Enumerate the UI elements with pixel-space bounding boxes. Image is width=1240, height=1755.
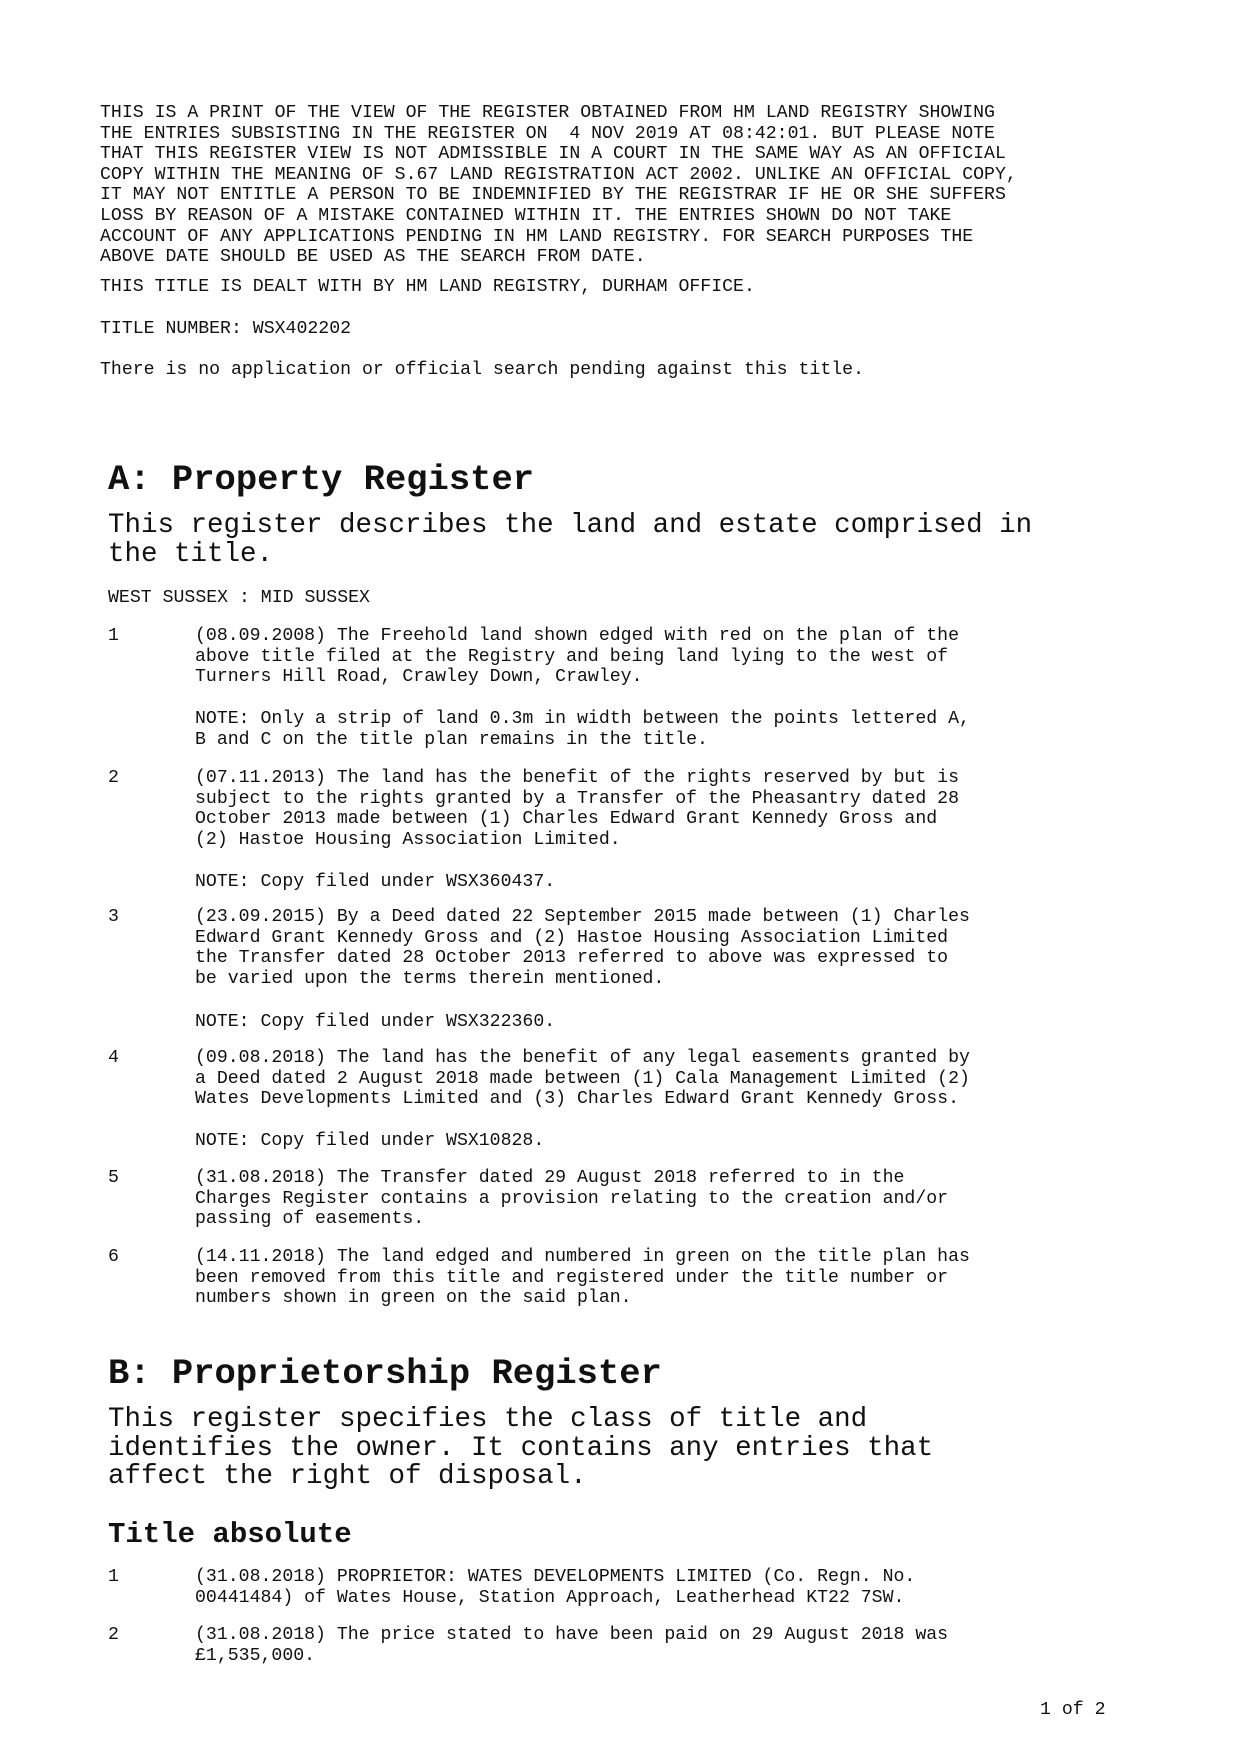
entry-number: 1	[108, 626, 119, 646]
property-register-heading: A: Property Register	[108, 459, 535, 500]
proprietorship-register-description: This register specifies the class of title and identifies the owner. It contains any entries that affect the right of disposal.	[108, 1404, 934, 1492]
entry-number: 2	[108, 1625, 119, 1645]
dealing-office: THIS TITLE IS DEALT WITH BY HM LAND REGISTRY, DURHAM OFFICE.	[100, 277, 755, 297]
district-label: WEST SUSSEX : MID SUSSEX	[108, 588, 370, 608]
entry-text: (14.11.2018) The land edged and numbered in green on the title plan has been removed from this title and registered under the title number or numbers shown in green on the said plan.	[195, 1247, 970, 1309]
page-number: 1 of 2	[1040, 1700, 1106, 1720]
pending-applications-note: There is no application or official search pending against this title.	[100, 360, 864, 380]
register-view-notice: THIS IS A PRINT OF THE VIEW OF THE REGISTER OBTAINED FROM HM LAND REGISTRY SHOWING THE ENTRIES SUBSISTING IN THE REGISTER ON 4 NOV 2019 AT 08:42:01. BUT PLEASE NOTE THAT THIS REGISTER VIEW IS NOT ADMISSIBLE IN A COURT IN THE SAME WAY AS AN OFFICIAL COPY WITHIN THE MEANING OF S.67 LAND REGISTRATION ACT 2002. UNLIKE AN OFFICIAL COPY, IT MAY NOT ENTITLE A PERSON TO BE INDEMNIFIED BY THE REGISTRAR IF HE OR SHE SUFFERS LOSS BY REASON OF A MISTAKE CONTAINED WITHIN IT. THE ENTRIES SHOWN DO NOT TAKE ACCOUNT OF ANY APPLICATIONS PENDING IN HM LAND REGISTRY. FOR SEARCH PURPOSES THE ABOVE DATE SHOULD BE USED AS THE SEARCH FROM DATE.	[100, 103, 1017, 268]
entry-text: (31.08.2018) The price stated to have been paid on 29 August 2018 was £1,535,000.	[195, 1625, 949, 1666]
entry-number: 1	[108, 1567, 119, 1587]
entry-number: 6	[108, 1247, 119, 1267]
entry-text: (31.08.2018) The Transfer dated 29 August 2018 referred to in the Charges Register contains a provision relating to the creation and/or passing of easements.	[195, 1168, 949, 1230]
entry-note: NOTE: Copy filed under WSX322360.	[195, 1012, 556, 1032]
entry-text: (09.08.2018) The land has the benefit of any legal easements granted by a Deed dated 2 August 2018 made between (1) Cala Management Limited (2) Wates Developments Limited and (3) Charles Edward Grant Kennedy Gross.	[195, 1048, 970, 1110]
entry-text: (23.09.2015) By a Deed dated 22 September 2015 made between (1) Charles Edward Grant Kennedy Gross and (2) Hastoe Housing Association Limited the Transfer dated 28 October 2013 referred to above was expressed to be varied upon the terms therein mentioned.	[195, 907, 970, 989]
entry-text: (08.09.2008) The Freehold land shown edged with red on the plan of the above title filed at the Registry and being land lying to the west of Turners Hill Road, Crawley Down, Crawley.	[195, 626, 959, 688]
entry-number: 3	[108, 907, 119, 927]
entry-note: NOTE: Copy filed under WSX360437.	[195, 872, 556, 892]
entry-number: 2	[108, 768, 119, 788]
entry-text: (07.11.2013) The land has the benefit of the rights reserved by but is subject to the rights granted by a Transfer of the Pheasantry dated 28 October 2013 made between (1) Charles Edward Grant Kennedy Gross and (2) Hastoe Housing Association Limited.	[195, 768, 959, 850]
entry-note: NOTE: Only a strip of land 0.3m in width between the points lettered A, B and C on the title plan remains in the title.	[195, 709, 970, 750]
entry-text: (31.08.2018) PROPRIETOR: WATES DEVELOPMENTS LIMITED (Co. Regn. No. 00441484) of Wates House, Station Approach, Leatherhead KT22 7SW.	[195, 1567, 916, 1608]
title-number: TITLE NUMBER: WSX402202	[100, 319, 352, 339]
entry-number: 5	[108, 1168, 119, 1188]
title-class-heading: Title absolute	[108, 1518, 352, 1551]
entry-number: 4	[108, 1048, 119, 1068]
proprietorship-register-heading: B: Proprietorship Register	[108, 1353, 662, 1394]
entry-note: NOTE: Copy filed under WSX10828.	[195, 1131, 545, 1151]
property-register-description: This register describes the land and estate comprised in the title.	[108, 510, 1033, 570]
